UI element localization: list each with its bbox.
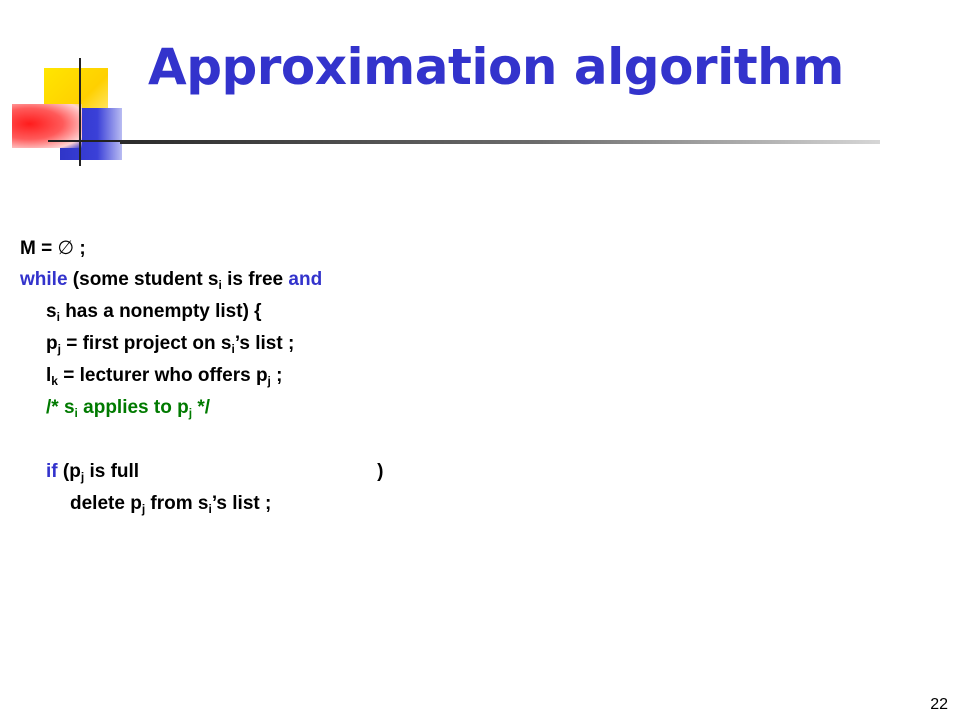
- page-number: 22: [930, 696, 948, 713]
- comment-start: /* s: [46, 397, 75, 418]
- delete-text: delete p: [70, 493, 142, 514]
- title-underline: [120, 140, 880, 144]
- code-line-blank: [20, 424, 383, 456]
- code-line-comment: [20, 392, 383, 424]
- semicolon-text: ;: [270, 365, 283, 386]
- subscript-i: i: [218, 278, 222, 292]
- list-text: ’s list ;: [211, 493, 272, 514]
- comment-text: applies to p: [77, 397, 189, 418]
- code-line-nonempty: [20, 296, 383, 328]
- subscript-j: j: [188, 406, 193, 420]
- s-var: s: [46, 301, 57, 322]
- nonempty-text: has a nonempty list) {: [59, 301, 262, 322]
- close-paren: ): [377, 461, 384, 482]
- subscript-i: i: [74, 406, 78, 420]
- decor-short-line: [48, 140, 126, 142]
- l-var: l: [46, 365, 52, 386]
- pseudocode-block: [20, 232, 383, 520]
- subscript-i: i: [231, 342, 235, 356]
- list-text: ’s list ;: [234, 333, 295, 354]
- is-full-text: is full: [84, 461, 140, 482]
- code-line-lecturer: [20, 360, 383, 392]
- p-var: p: [46, 333, 58, 354]
- subscript-j: j: [141, 502, 146, 516]
- keyword-and: and: [288, 269, 323, 290]
- subscript-j: j: [80, 470, 85, 484]
- keyword-while: while: [20, 269, 68, 290]
- subscript-j: j: [57, 342, 61, 356]
- code-line-while: [20, 264, 383, 296]
- empty-set-symbol: ∅: [57, 237, 75, 259]
- comment-end: */: [192, 397, 211, 418]
- while-text: (some student s: [67, 269, 219, 290]
- m-prefix: M =: [20, 238, 58, 259]
- while-text-2: is free: [221, 269, 289, 290]
- keyword-if: if: [46, 461, 58, 482]
- first-project-text: = first project on s: [60, 333, 232, 354]
- subscript-k: k: [51, 374, 58, 388]
- m-suffix: ;: [74, 238, 86, 259]
- decor-vertical-line: [79, 58, 81, 166]
- from-text: from s: [145, 493, 209, 514]
- subscript-i: i: [208, 502, 212, 516]
- if-text: (p: [57, 461, 81, 482]
- slide-title: Approximation algorithm: [148, 38, 844, 96]
- code-line-init: [20, 232, 383, 264]
- code-line-delete: [20, 488, 383, 520]
- code-line-if: [20, 456, 383, 488]
- subscript-i: i: [56, 310, 60, 324]
- lecturer-text: = lecturer who offers p: [57, 365, 268, 386]
- subscript-j: j: [267, 374, 271, 388]
- code-line-first-project: [20, 328, 383, 360]
